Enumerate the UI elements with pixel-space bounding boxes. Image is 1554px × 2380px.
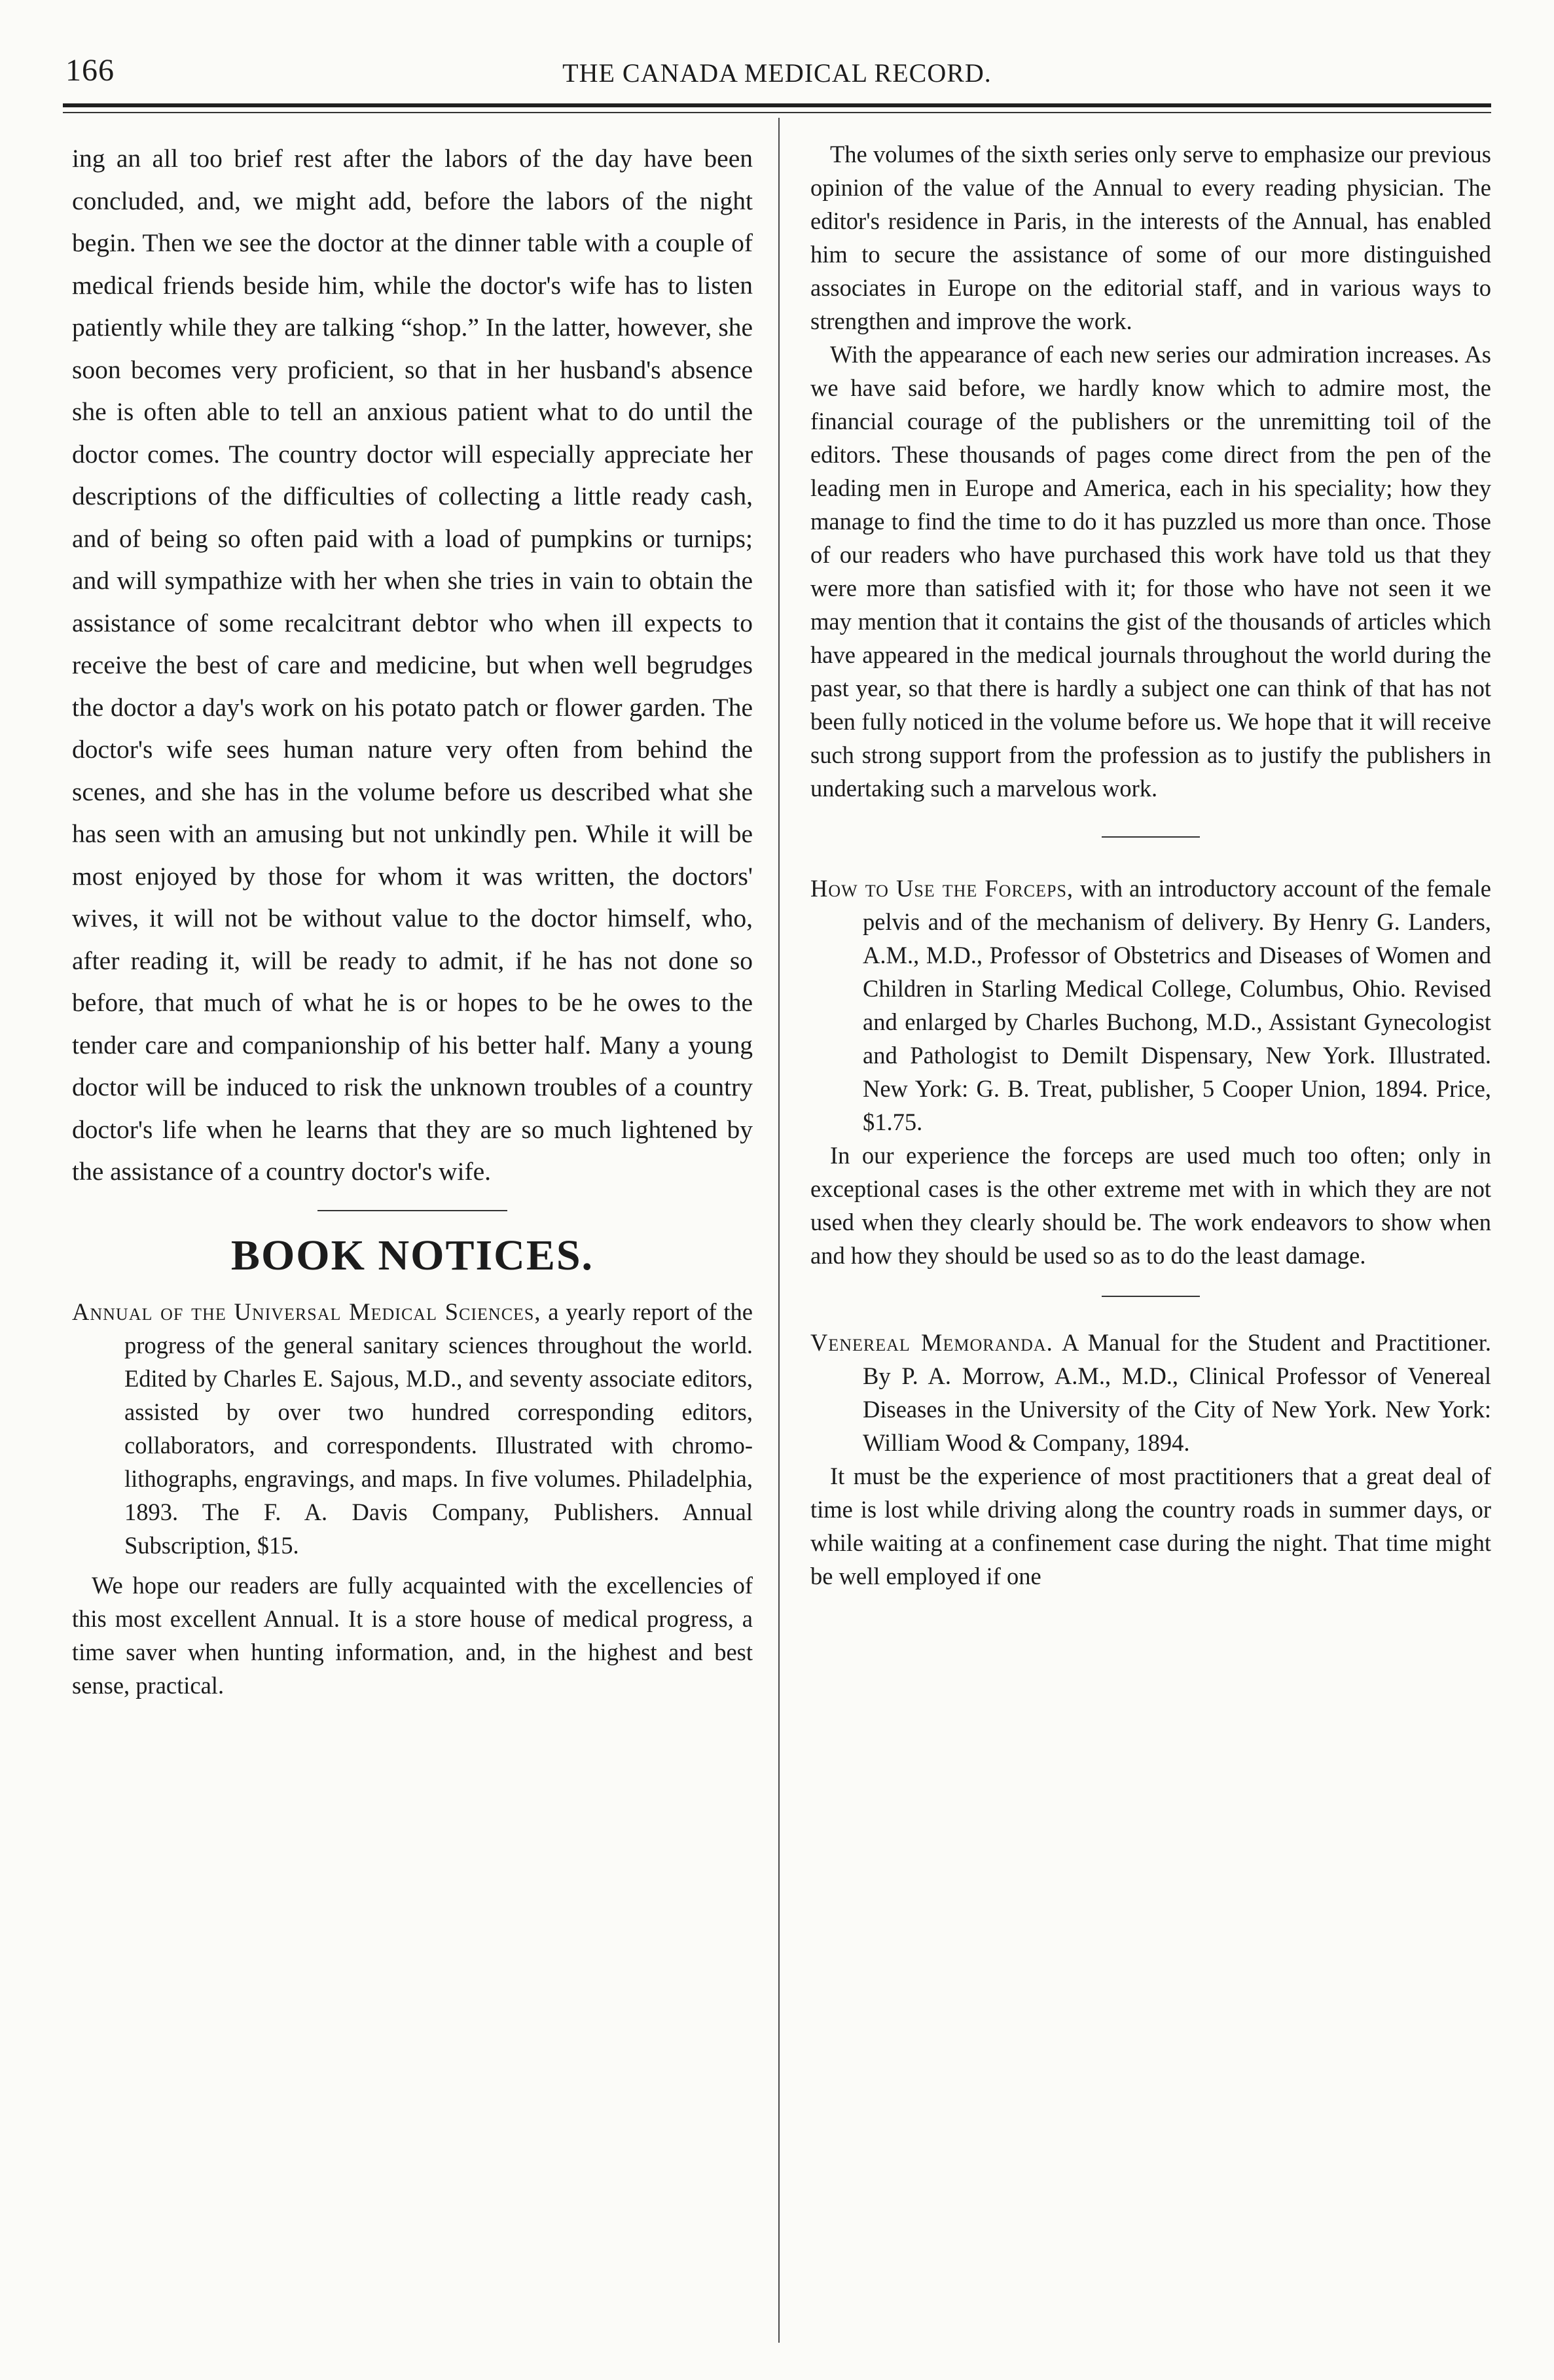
forceps-book-title: How to Use the Forceps, [810, 875, 1074, 902]
right-column [810, 137, 1491, 1593]
column-divider [778, 118, 780, 2343]
venereal-book-details: A Manual for the Student and Practitioner. By P. A. Morrow, A.M., M.D., Clinical Professor of Venereal Diseases in the University of the City of New York. New York: William Wood & Company, 1894. [863, 1329, 1491, 1456]
book-notices-heading: BOOK NOTICES. [230, 1231, 594, 1279]
forceps-notice-entry [810, 872, 1491, 1139]
page-number: 166 [65, 53, 115, 88]
left-column [72, 137, 753, 1702]
header-rule-thin [63, 112, 1491, 113]
annual-review-start: We hope our readers are fully acquainted with the excellencies of this most excellent Annual. It is a store house of medical progress, a time saver when hunting information, and, in the highest and best sense, practical. [72, 1571, 753, 1699]
venereal-notice-entry [810, 1326, 1491, 1459]
annual-book-title: Annual of the Universal Medical Sciences, [72, 1298, 541, 1325]
venereal-review-start: It must be the experience of most practitioners that a great deal of time is lost while driving along the country roads in summer days, or while waiting at a confinement case during the night. That time might be well employed if one [810, 1463, 1491, 1590]
forceps-book-details: with an introductory account of the female pelvis and of the mechanism of delivery. By Henry G. Landers, A.M., M.D., Professor of Obstetrics and Diseases of Women and Children in Starling Medical College, Columbus, Ohio. Revised and enlarged by Charles Buchong, M.D., Assistant Gynecologist and Pathologist to Demilt Dispensary, New York. Illustrated. New York: G. B. Treat, publisher, 5 Cooper Union, 1894. Price, $1.75. [863, 875, 1491, 1135]
page-header [65, 52, 1489, 98]
annual-review-paragraph-2: With the appearance of each new series our admiration increases. As we have said before, we hardly know which to admire most, the financial courage of the publishers or the unremitting toil of the editors. These thousands of pages come direct from the pen of the leading men in Europe and America, each in his speciality; how they manage to find the time to do it has puzzled us more than once. Those of our readers who have purchased this work have told us that they were more than satisfied with it; for those who have not seen it we may mention that it contains the gist of the thousands of articles which have appeared in the medical journals throughout the world during the past year, so that there is hardly a subject one can think of that has not been fully noticed in the volume before us. We hope that it will receive such strong support from the profession as to justify the publishers in undertaking such a marvelous work. [810, 341, 1491, 802]
annual-notice-entry [72, 1295, 753, 1562]
header-rule-thick [63, 103, 1491, 107]
annual-book-details: a yearly report of the progress of the general sanitary sciences throughout the world. Edited by Charles E. Sajous, M.D., and seventy associate editors, assisted by over two hundred corresponding editors, collaborators, and correspondents. Illustrated with chromo-lithographs, engravings, and maps. In five volumes. Philadelphia, 1893. The F. A. Davis Company, Publishers. Annual Subscription, $15. [124, 1298, 753, 1559]
doctors-wife-review-paragraph: ing an all too brief rest after the labors of the day have been concluded, and, we might add, before the labors of the night begin. Then we see the doctor at the dinner table with a couple of medical friends beside him, while the doctor's wife has to listen patiently while they are talking “shop.” In the latter, however, she soon becomes very proficient, so that in her husband's absence she is often able to tell an anxious patient what to do until the doctor comes. The country doctor will especially appreciate her descriptions of the difficulties of collecting a little ready cash, and of being so often paid with a load of pumpkins or turnips; and will sympathize with her when she tries in vain to obtain the assistance of some recalcitrant debtor who when ill expects to receive the best of care and medicine, but when well begrudges the doctor a day's work on his potato patch or flower garden. The doctor's wife sees human nature very often from behind the scenes, and she has in the volume before us described what she has seen with an amusing but not unkindly pen. While it will be most enjoyed by those for whom it was written, the doctors' wives, it will not be without value to the doctor himself, who, after reading it, will be ready to admit, if he has not done so before, that much of what he is or hopes to be he owes to the tender care and companionship of his better half. Many a young doctor will be induced to risk the unknown troubles of a country doctor's life when he learns that they are so much lightened by the assistance of a country doctor's wife. [72, 144, 753, 1186]
forceps-review: In our experience the forceps are used much too often; only in exceptional cases is the other extreme met with in which they are not used when they clearly should be. The work endeavors to show when and how they should be used so as to do the least damage. [810, 1142, 1491, 1269]
venereal-book-title: Venereal Memoranda. [810, 1329, 1053, 1356]
section-separator [1102, 836, 1200, 838]
section-separator [317, 1210, 507, 1211]
section-separator [1102, 1296, 1200, 1297]
journal-title: THE CANADA MEDICAL RECORD. [562, 58, 992, 88]
annual-review-paragraph-1: The volumes of the sixth series only serve to emphasize our previous opinion of the value of the Annual to every reading physician. The editor's residence in Paris, in the interests of the Annual, has enabled him to secure the assistance of some of our more distinguished associates in Europe on the editorial staff, and in various ways to strengthen and improve the work. [810, 141, 1491, 334]
